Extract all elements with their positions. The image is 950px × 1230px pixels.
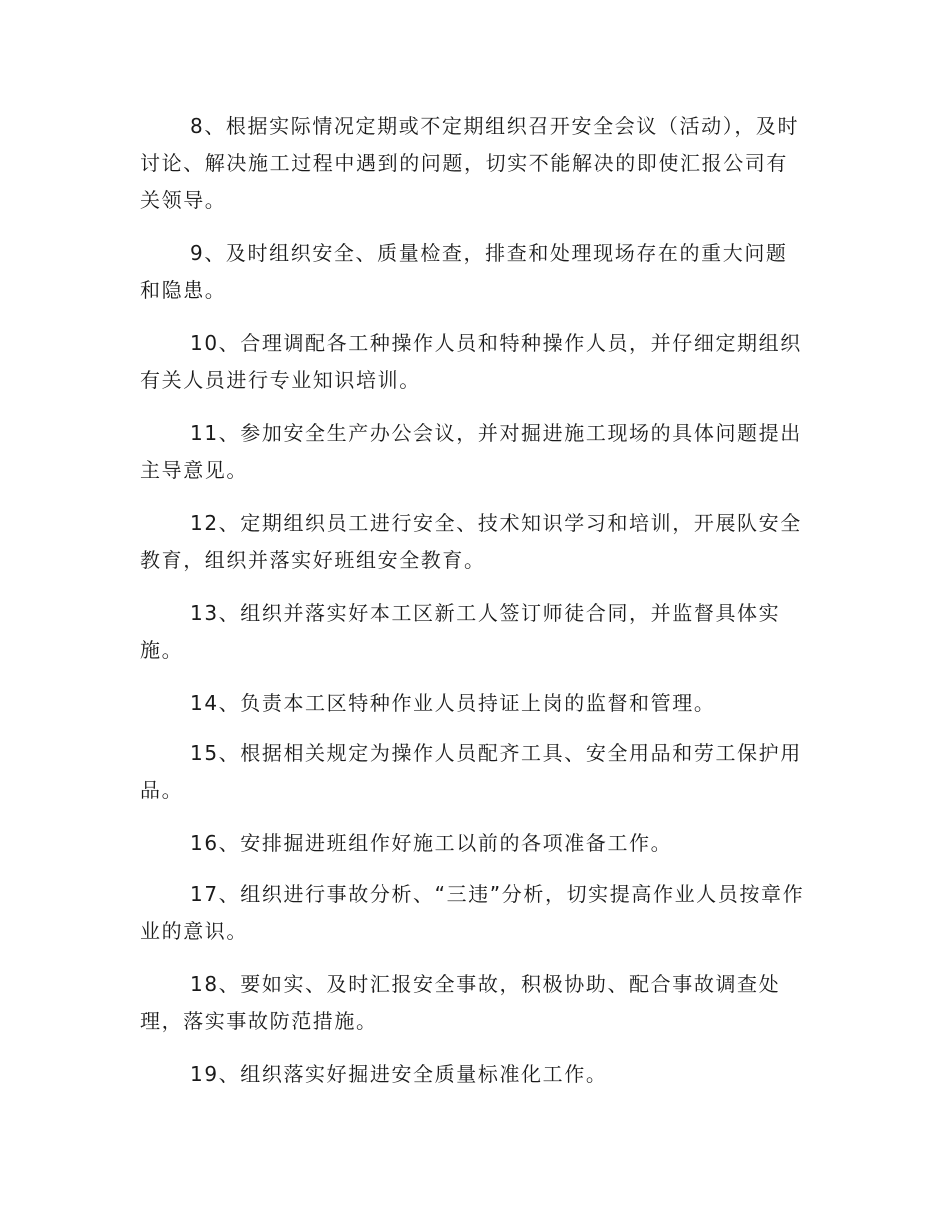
paragraph-item-8: 8、根据实际情况定期或不定期组织召开安全会议（活动），及时讨论、解决施工过程中遇到的问题，切实不能解决的即使汇报公司有关领导。 <box>140 114 800 212</box>
paragraph-item-9: 9、及时组织安全、质量检查，排查和处理现场存在的重大问题和隐患。 <box>140 241 788 302</box>
paragraph-item-18: 18、要如实、及时汇报安全事故，积极协助、配合事故调查处理，落实事故防范措施。 <box>140 972 781 1033</box>
paragraph-item-14: 14、负责本工区特种作业人员持证上岗的监督和管理。 <box>190 691 716 715</box>
paragraph-item-12: 12、定期组织员工进行安全、技术知识学习和培训，开展队安全教育，组织并落实好班组安全教育。 <box>140 511 802 572</box>
paragraph-item-13: 13、组织并落实好本工区新工人签订师徒合同，并监督具体实施。 <box>140 601 781 662</box>
paragraph-item-19: 19、组织落实好掘进安全质量标准化工作。 <box>190 1062 608 1086</box>
paragraph-item-11: 11、参加安全生产办公会议，并对掘进施工现场的具体问题提出主导意见。 <box>140 421 802 482</box>
paragraph-item-17: 17、组织进行事故分析、“三违”分析，切实提高作业人员按章作业的意识。 <box>140 882 805 943</box>
paragraph-item-16: 16、安排掘进班组作好施工以前的各项准备工作。 <box>190 831 673 855</box>
paragraph-item-10: 10、合理调配各工种操作人员和特种操作人员，并仔细定期组织有关人员进行专业知识培训。 <box>140 331 802 392</box>
paragraph-item-15: 15、根据相关规定为操作人员配齐工具、安全用品和劳工保护用品。 <box>140 741 802 802</box>
